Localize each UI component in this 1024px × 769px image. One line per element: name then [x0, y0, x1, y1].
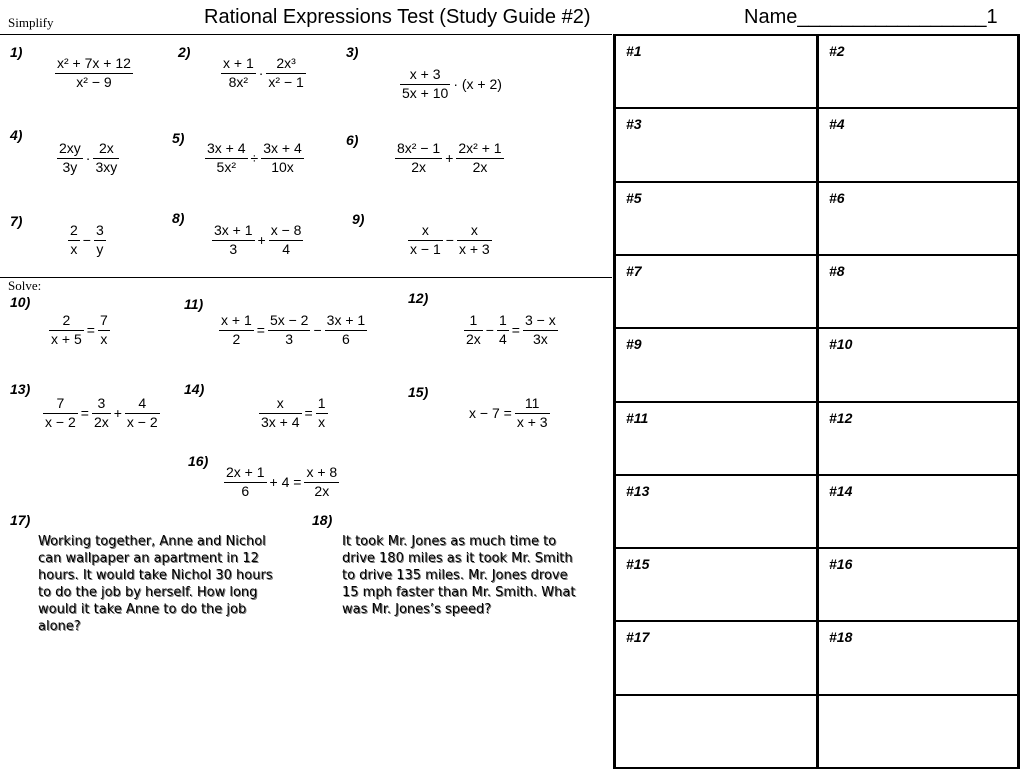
simplify-label: Simplify — [8, 15, 54, 30]
fraction — [68, 222, 80, 258]
denominator: x — [318, 413, 326, 430]
fraction — [49, 312, 84, 348]
operator: x − 7 = — [469, 405, 512, 421]
simplify-problem-4-number: 4) — [10, 127, 23, 143]
fraction — [212, 222, 255, 258]
solve-problem-16-number: 16) — [188, 453, 209, 469]
solve-problem-16-expression — [224, 464, 339, 500]
operator: − — [445, 232, 454, 248]
denominator: x − 1 — [410, 240, 441, 257]
fraction — [224, 464, 267, 500]
simplify-problem-1-number: 1) — [10, 44, 23, 60]
operator: − — [313, 322, 322, 338]
fraction — [125, 395, 160, 431]
solve-problem-10-expression — [49, 312, 110, 348]
denominator: x — [100, 330, 108, 347]
numerator: 8x² − 1 — [395, 140, 442, 159]
numerator: x — [408, 222, 443, 241]
solve-problem-15-number: 15) — [408, 384, 429, 400]
operator: · — [85, 150, 91, 166]
fraction — [205, 140, 248, 176]
answer-box-5[interactable]: #5 — [626, 190, 642, 206]
answer-box-6[interactable]: #6 — [829, 190, 845, 206]
numerator: 3x + 4 — [261, 140, 304, 159]
numerator: 3x + 1 — [212, 222, 255, 241]
grid-row-line — [613, 694, 1020, 696]
answer-box-3[interactable]: #3 — [626, 116, 642, 132]
denominator: 4 — [498, 330, 507, 347]
denominator: 5x + 10 — [402, 84, 449, 101]
solve-problem-13-expression — [43, 395, 160, 431]
solve-problem-14-number: 14) — [184, 381, 205, 397]
denominator: 2x — [411, 158, 426, 175]
grid-row-line — [613, 474, 1020, 476]
simplify-problem-3-number: 3) — [346, 44, 359, 60]
operator: + 4 = — [269, 474, 302, 490]
simplify-problem-2-expression — [221, 55, 306, 91]
fraction — [400, 66, 450, 102]
fraction — [266, 55, 305, 91]
numerator: 1 — [464, 312, 483, 331]
operator: + — [113, 405, 122, 421]
word-problem-17-number: 17) — [10, 512, 31, 528]
numerator: 3 — [94, 222, 106, 241]
simplify-problem-8-expression — [212, 222, 303, 258]
numerator: 7 — [98, 312, 110, 331]
numerator: x — [259, 395, 302, 414]
denominator: 3y — [62, 158, 78, 175]
numerator: 2x + 1 — [224, 464, 267, 483]
solve-problem-14-expression — [259, 395, 328, 431]
operator: ÷ — [250, 150, 259, 166]
numerator: 11 — [515, 395, 550, 414]
answer-box-17[interactable]: #17 — [626, 629, 650, 645]
solve-problem-15-expression — [466, 395, 550, 431]
numerator: x² + 7x + 12 — [55, 55, 133, 74]
simplify-problem-7-expression — [68, 222, 106, 258]
answer-box-9[interactable]: #9 — [626, 336, 642, 352]
denominator: 10x — [271, 158, 294, 175]
denominator: 8x² — [228, 73, 249, 90]
fraction — [456, 140, 503, 176]
operator: + — [257, 232, 266, 248]
fraction — [98, 312, 110, 348]
simplify-problem-8-number: 8) — [172, 210, 185, 226]
denominator: 2 — [232, 330, 241, 347]
denominator: 3xy — [95, 158, 118, 175]
fraction — [325, 312, 368, 348]
denominator: 3 — [285, 330, 294, 347]
fraction — [57, 140, 83, 176]
numerator: x + 1 — [219, 312, 254, 331]
solve-label: Solve: — [8, 278, 42, 293]
denominator: 6 — [241, 482, 250, 499]
grid-row-line — [613, 547, 1020, 549]
numerator: x − 8 — [269, 222, 304, 241]
solve-problem-13-number: 13) — [10, 381, 31, 397]
denominator: x + 5 — [51, 330, 82, 347]
name-field: Name_________________1 — [744, 6, 998, 28]
denominator: x + 3 — [516, 413, 548, 430]
denominator: x − 2 — [45, 413, 76, 430]
answer-box-13[interactable]: #13 — [626, 483, 650, 499]
answer-box-1[interactable]: #1 — [626, 43, 642, 59]
header-rule — [0, 34, 612, 35]
numerator: x + 8 — [304, 464, 339, 483]
simplify-problem-5-number: 5) — [172, 130, 185, 146]
fraction — [523, 312, 558, 348]
page-title: Rational Expressions Test (Study Guide #2) — [204, 6, 591, 28]
denominator: x − 2 — [126, 413, 158, 430]
denominator: 3x + 4 — [261, 413, 300, 430]
denominator: 2x — [314, 482, 330, 499]
fraction — [92, 395, 111, 431]
fraction — [408, 222, 443, 258]
fraction — [268, 312, 311, 348]
solve-problem-12-number: 12) — [408, 290, 429, 306]
denominator: 3 — [229, 240, 238, 257]
denominator: x — [70, 240, 78, 257]
operator: + — [445, 150, 454, 166]
denominator: y — [96, 240, 104, 257]
solve-problem-10-number: 10) — [10, 294, 31, 310]
solve-problem-12-expression — [464, 312, 558, 348]
numerator: x + 3 — [400, 66, 450, 85]
numerator: 5x − 2 — [268, 312, 311, 331]
operator: − — [82, 232, 91, 248]
answer-box-8[interactable]: #8 — [829, 263, 845, 279]
answer-box-11[interactable]: #11 — [626, 410, 649, 426]
simplify-problem-6-expression — [395, 140, 504, 176]
numerator: 3 − x — [523, 312, 558, 331]
simplify-problem-7-number: 7) — [10, 213, 23, 229]
grid-row-line — [613, 254, 1020, 256]
numerator: 2xy — [57, 140, 83, 159]
numerator: 2 — [49, 312, 84, 331]
operator: = — [80, 405, 89, 421]
simplify-problem-9-number: 9) — [352, 211, 365, 227]
denominator: 2x — [472, 158, 488, 175]
simplify-problem-6-number: 6) — [346, 132, 359, 148]
denominator: 2x — [93, 413, 109, 430]
simplify-problem-3-expression — [400, 66, 505, 102]
answer-box-15[interactable]: #15 — [626, 556, 650, 572]
operator: − — [485, 322, 494, 338]
operator: · — [258, 65, 264, 81]
denominator: 5x² — [216, 158, 236, 175]
denominator: 3x — [532, 330, 548, 347]
section-divider — [0, 277, 612, 278]
numerator: x + 1 — [221, 55, 256, 74]
numerator: 3x + 4 — [205, 140, 248, 159]
numerator: 2x² + 1 — [456, 140, 503, 159]
denominator: 6 — [342, 330, 350, 347]
numerator: 2x³ — [266, 55, 305, 74]
simplify-problem-5-expression — [205, 140, 304, 176]
operator: = — [304, 405, 313, 421]
answer-box-10[interactable]: #10 — [829, 336, 853, 352]
fraction — [221, 55, 256, 91]
simplify-problem-4-expression — [57, 140, 119, 176]
denominator: x² − 9 — [76, 73, 112, 90]
fraction — [316, 395, 328, 431]
numerator: 3 — [92, 395, 111, 414]
answer-box-12[interactable]: #12 — [829, 410, 853, 426]
numerator: 1 — [316, 395, 328, 414]
simplify-problem-1-expression — [55, 55, 133, 91]
fraction — [94, 222, 106, 258]
numerator: x — [457, 222, 492, 241]
numerator: 7 — [43, 395, 78, 414]
numerator: 2x — [93, 140, 119, 159]
simplify-problem-2-number: 2) — [178, 44, 191, 60]
fraction — [515, 395, 550, 431]
numerator: 4 — [125, 395, 160, 414]
operator: · (x + 2) — [453, 76, 502, 92]
fraction — [395, 140, 442, 176]
fraction — [304, 464, 339, 500]
word-problem-18-number: 18) — [312, 512, 333, 528]
denominator: x² − 1 — [268, 73, 304, 90]
answer-box-2[interactable]: #2 — [829, 43, 845, 59]
answer-box-18[interactable]: #18 — [829, 629, 853, 645]
numerator: 1 — [497, 312, 509, 331]
grid-row-line — [613, 620, 1020, 622]
fraction — [261, 140, 304, 176]
solve-problem-11-expression — [219, 312, 367, 348]
fraction — [497, 312, 509, 348]
grid-row-line — [613, 107, 1020, 109]
denominator: 4 — [282, 240, 290, 257]
word-problem-17-text: Working together, Anne and Nichol can wallpaper an apartment in 12 hours. It would take Nichol 30 hours to do the job by herself. How long would it take Anne to do the job alone? — [38, 534, 273, 634]
fraction — [464, 312, 483, 348]
numerator: 2 — [68, 222, 80, 241]
grid-row-line — [613, 327, 1020, 329]
answer-box-14[interactable]: #14 — [829, 483, 853, 499]
word-problem-18-text: It took Mr. Jones as much time to drive 180 miles as it took Mr. Smith to drive 135 miles. Mr. Jones drove 15 mph faster than Mr. Smith. What was Mr. Jones’s speed? — [342, 534, 576, 617]
operator: = — [256, 322, 265, 338]
fraction — [269, 222, 304, 258]
operator: = — [86, 322, 95, 338]
grid-row-line — [613, 401, 1020, 403]
simplify-problem-9-expression — [408, 222, 492, 258]
answer-box-7[interactable]: #7 — [626, 263, 642, 279]
numerator: 3x + 1 — [325, 312, 368, 331]
grid-row-line — [613, 181, 1020, 183]
solve-problem-11-number: 11) — [184, 296, 204, 312]
fraction — [219, 312, 254, 348]
fraction — [55, 55, 133, 91]
operator: = — [511, 322, 520, 338]
answer-box-4[interactable]: #4 — [829, 116, 845, 132]
answer-box-16[interactable]: #16 — [829, 556, 853, 572]
denominator: 2x — [466, 330, 481, 347]
fraction — [43, 395, 78, 431]
fraction — [457, 222, 492, 258]
fraction — [259, 395, 302, 431]
denominator: x + 3 — [458, 240, 490, 257]
grid-row-line — [613, 34, 1020, 36]
fraction — [93, 140, 119, 176]
